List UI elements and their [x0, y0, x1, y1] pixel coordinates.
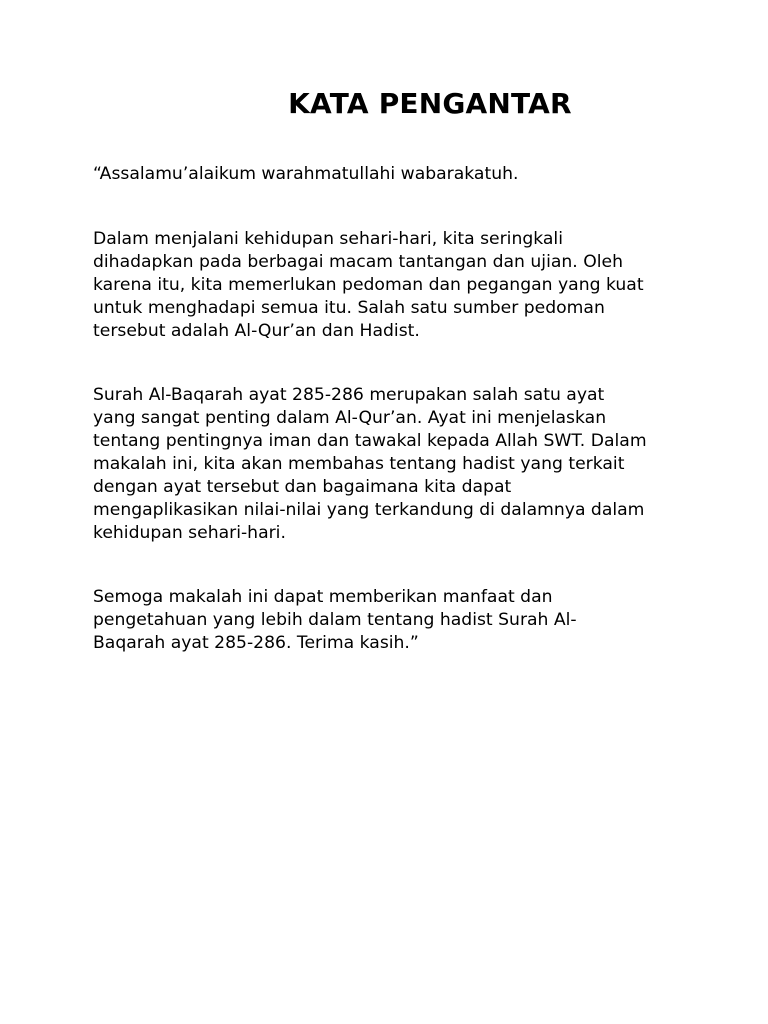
- body-paragraph-3: Semoga makalah ini dapat memberikan manfaat dan pengetahuan yang lebih dalam tentang hadist Surah Al- Baqarah ayat 285-286. Terima kasih.”: [93, 587, 577, 653]
- body-paragraph-1: Dalam menjalani kehidupan sehari-hari, kita seringkali dihadapkan pada berbagai macam tantangan dan ujian. Oleh karena itu, kita memerlukan pedoman dan pegangan yang kuat untuk menghadapi semua itu. Salah satu sumber pedoman tersebut adalah Al-Qur’an dan Hadist.: [93, 229, 644, 341]
- body-paragraph-2: Surah Al-Baqarah ayat 285-286 merupakan salah satu ayat yang sangat penting dalam Al-Qur’an. Ayat ini menjelaskan tentang pentingnya iman dan tawakal kepada Allah SWT. Dalam makalah ini, kita akan membahas tentang hadist yang terkait dengan ayat tersebut dan bagaimana kita dapat mengaplikasikan nilai-nilai yang terkandung di dalamnya dalam kehidupan sehari-hari.: [93, 385, 647, 543]
- page-title: KATA PENGANTAR: [288, 87, 572, 120]
- greeting-paragraph: “Assalamu’alaikum warahmatullahi wabarakatuh.: [93, 164, 519, 184]
